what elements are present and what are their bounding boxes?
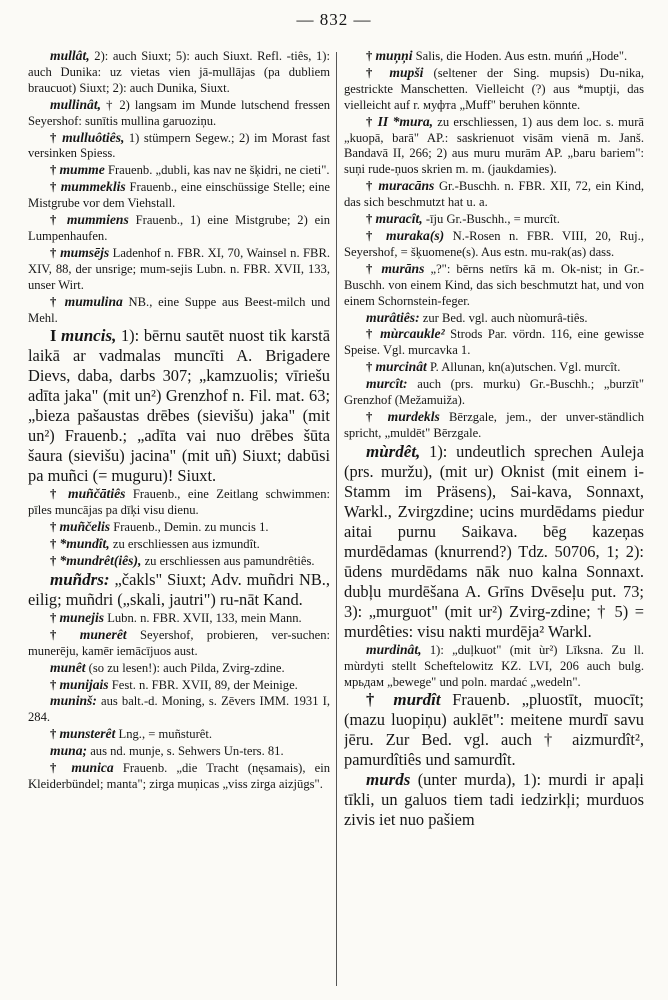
entry-headword: murcît: <box>366 376 408 392</box>
entry-marker: † <box>366 690 382 710</box>
entry-marker: † <box>366 360 373 375</box>
dictionary-entry <box>28 130 330 163</box>
entry-marker: I <box>50 326 57 346</box>
entry-marker: † <box>366 179 374 194</box>
dictionary-entry <box>344 690 644 770</box>
entry-text: Fest. n. FBR. XVII, 89, der Meinige. <box>111 677 298 692</box>
entry-text: Lng., = muñsturêt. <box>118 727 213 742</box>
dictionary-entry <box>344 326 644 359</box>
dictionary-entry <box>28 486 330 519</box>
entry-headword: murâtiês: <box>366 309 420 325</box>
entry-text: NB., eine Suppe aus Beest-milch und Mehl. <box>28 294 330 325</box>
dictionary-entry <box>28 162 330 179</box>
entry-marker: † <box>50 294 59 309</box>
dictionary-entry <box>344 178 644 211</box>
dictionary-entry <box>28 48 330 97</box>
entry-text: Bērzgale, jem., der unver-ständlich spricht, „muldēt" Bērzgale. <box>344 409 644 440</box>
dictionary-entry <box>28 743 330 760</box>
entry-text: Frauenb. „dubli, kas nav ne šķidri, ne cieti". <box>107 163 330 178</box>
entry-headword: murdît <box>393 690 441 710</box>
dictionary-entry <box>344 261 644 310</box>
entry-marker: † <box>366 409 379 424</box>
entry-marker: † <box>50 130 58 145</box>
entry-headword: mumsējs <box>60 244 110 260</box>
entry-text: 1): undeutlich sprechen Auleja (prs. muržu), (mit ur) Oknist (mit einem i-Stamm im Präsens), Sai-kava, Sonnaxt, Warkl., Zvirgzdine; ucins murdēdams piedur aitai purnu Saikava. bēg kazeņas murdēdamas (knurrend?) Tdz. 50706, 1; 2): ūdens murdēdams nāk nuo kalna Sonnaxt. dubļu murdēšana A. Grīns Dvēseļu put. 73; 3): „murguot" (mit ur²) Zvirg-zdine; † 5) = murdêties: visu nakti murdēja² Warkl. <box>344 441 644 641</box>
entry-text: Frauenb. „die Tracht (nęsamais), ein Kleiderbündel; manta"; zirga muņicas „viss zirga aizjūgs". <box>28 761 330 791</box>
entry-text: auch (prs. murku) Gr.-Buschh.; „burzīt" Grenzhof (Mežamuiža). <box>344 377 644 408</box>
entry-headword: mummiens <box>66 212 129 228</box>
entry-marker: † <box>50 727 57 742</box>
entry-marker: † <box>366 65 380 80</box>
entry-headword: *mundît, <box>59 536 110 552</box>
entry-headword: mùrdêt, <box>366 441 421 461</box>
dictionary-entry <box>28 212 330 245</box>
entry-text: (unter murda), 1): murdi ir apaļi tīkli, un galuos tiem tadi iedzirkļi; murduos zivis iet nuo pašiem <box>344 770 644 830</box>
dictionary-entry <box>344 770 644 830</box>
entry-text: Frauenb. „pluostīt, muocīt; (mazu luopiņu) auklēt": meitene murdī savu jēru. Zur Bed. vgl. auch † aizmurdît², pamurdîtiês und samurdît. <box>344 690 644 770</box>
dictionary-entry <box>344 65 644 114</box>
entry-text: 1): „duļkuot" (mit ùr²) Līksna. Zu ll. mùrdyti stellt Scheftelowitz KZ. LVI, 206 auch bulg. мрьдам „bewege" und poln. mardać „wedeln". <box>344 642 644 689</box>
entry-headword: munijais <box>59 676 109 692</box>
entry-text: Salis, die Hoden. Aus estn. muńń „Hode". <box>415 49 628 63</box>
entry-text: N.-Rosen n. FBR. VIII, 20, Ruj., Seyershof, = šķuomene(s). Aus estn. mu-rak(as) dass. <box>344 228 644 259</box>
entry-headword: II *mura, <box>377 113 434 129</box>
entry-text: zu erschliessen, 1) aus dem loc. s. murā „kuopā, barā" AP.: saskrienuot visām vienā m. Janš. Bandavā II, 266; 2) aus muru murām AP. „baru bariem": suņi rude-ņuos skrien m. m. (jaukdamies). <box>344 114 644 177</box>
entry-marker: † <box>50 610 57 625</box>
entry-headword: munejis <box>59 609 105 625</box>
entry-marker: † <box>50 180 57 195</box>
entry-text: zur Bed. vgl. auch nùomurâ-tiês. <box>422 310 588 325</box>
dictionary-entry <box>28 245 330 294</box>
dictionary-entry <box>28 326 330 486</box>
entry-headword: muñčelis <box>59 519 111 535</box>
dictionary-entry <box>28 660 330 677</box>
entry-headword: muncis, <box>61 326 117 346</box>
entry-headword: muņņi <box>375 48 413 63</box>
entry-text: Strods Par. vördn. 116, eine gewisse Speise. Vgl. murcavka 1. <box>344 327 644 358</box>
dictionary-entry <box>344 211 644 228</box>
dictionary-entry <box>28 570 330 610</box>
entry-headword: munsterêt <box>59 726 116 742</box>
entry-headword: mummeklis <box>60 179 126 195</box>
entry-headword: muñdrs: <box>50 569 110 589</box>
column-divider <box>336 52 337 986</box>
entry-text: „?": bērns netīrs kā m. Ok-nist; in Gr.-Buschh. von einem Kind, das sich beschmutzt hat, und von einem Schornstein-feger. <box>344 261 644 308</box>
entry-text: 1) stümpern Segew.; 2) im Morast fast versinken Spiess. <box>28 130 330 161</box>
entry-headword: muraka(s) <box>386 227 445 243</box>
entry-text: aus balt.-d. Moning, s. Zēvers IMM. 1931 I, 284. <box>28 694 330 725</box>
entry-marker: † <box>366 49 373 63</box>
dictionary-entry <box>28 553 330 570</box>
dictionary-entry <box>28 519 330 536</box>
entry-text: Ladenhof n. FBR. XI, 70, Wainsel n. FBR. XIV, 88, der unsrige; mum-sejis Lubn. n. FBR. XVII, 133, unser Wirt. <box>28 245 330 292</box>
dictionary-entry <box>344 376 644 409</box>
entry-headword: muracît, <box>375 211 423 227</box>
entry-marker: † <box>366 114 374 129</box>
entry-headword: muracāns <box>378 178 435 194</box>
entry-headword: mumme <box>59 162 105 178</box>
entry-text: 2): auch Siuxt; 5): auch Siuxt. Refl. -tiês, 1): auch Dunika: uz vietas vien jā-mullājas (pa dubliem braucuot) Siuxt; 2): auch Dunika, Siuxt. <box>28 49 330 95</box>
entry-marker: † <box>50 554 57 569</box>
entry-marker: † <box>50 163 57 178</box>
entry-text: Frauenb., eine einschüssige Stelle; eine Mistgrube vor dem Viehstall. <box>28 180 330 211</box>
entry-headword: murds <box>366 770 411 790</box>
entry-text: aus nd. munje, s. Sehwers Un-ters. 81. <box>90 744 284 759</box>
entry-headword: mullât, <box>50 48 90 63</box>
entry-text: † 2) langsam im Munde lutschend fressen Seyershof: sunītis mullina garuoziņu. <box>28 97 330 128</box>
entry-headword: mullinât, <box>50 96 101 112</box>
dictionary-entry <box>28 726 330 743</box>
entry-headword: muna; <box>50 743 88 759</box>
entry-marker: † <box>50 245 57 260</box>
entry-headword: mumulina <box>64 293 123 309</box>
entry-headword: munêt <box>50 659 86 675</box>
page-number: — 832 — <box>296 10 372 29</box>
dictionary-entry <box>344 48 644 65</box>
entry-headword: muninš: <box>50 693 97 709</box>
dictionary-entry <box>28 179 330 212</box>
entry-marker: † <box>50 627 67 642</box>
entry-text: Seyershof, probieren, ver-suchen: munerēju, kamēr iemācījuos aust. <box>28 627 330 658</box>
entry-text: Lubn. n. FBR. XVII, 133, mein Mann. <box>107 610 302 625</box>
dictionary-entry <box>344 310 644 327</box>
entry-headword: munica <box>71 760 114 776</box>
dictionary-entry <box>344 642 644 691</box>
entry-text: zu erschliessen aus izmundît. <box>112 537 260 552</box>
entry-headword: mupši <box>389 64 424 80</box>
dictionary-entry <box>344 359 644 376</box>
entry-text: Frauenb., 1) eine Mistgrube; 2) ein Lumpenhaufen. <box>28 213 330 243</box>
entry-headword: murdekls <box>387 408 440 424</box>
entry-marker: † <box>366 327 375 342</box>
entry-text: Gr.-Buschh. n. FBR. XII, 72, ein Kind, das sich beschmutzt hat u. a. <box>344 179 644 210</box>
entry-marker: † <box>366 212 373 227</box>
dictionary-entry <box>28 97 330 130</box>
dictionary-entry <box>28 760 330 793</box>
entry-text: Frauenb., eine Zeitlang schwimmen: pīles muncājas pa dīķi visu dienu. <box>28 487 330 518</box>
entry-headword: murāns <box>381 260 425 276</box>
right-column <box>344 48 644 992</box>
entry-marker: † <box>50 761 63 776</box>
entry-text: (seltener der Sing. mupsis) Du-nika, gestrickte Manschetten. Vielleicht (?) aus *muptji, das vielleicht auf r. муфта „Muff" beruhen könnte. <box>344 65 644 112</box>
dictionary-entry <box>28 610 330 627</box>
entry-marker: † <box>366 228 378 243</box>
entry-headword: munerêt <box>79 626 127 642</box>
entry-marker: † <box>50 520 57 535</box>
dictionary-entry <box>344 409 644 442</box>
dictionary-entry <box>344 228 644 261</box>
entry-text: -īju Gr.-Buschh., = murcît. <box>425 212 560 227</box>
entry-headword: mulluôtiês, <box>62 129 125 145</box>
entry-marker: † <box>50 537 57 552</box>
entry-headword: murcinât <box>375 359 427 375</box>
entry-text: zu erschliessen aus pamundrêtiês. <box>144 554 315 569</box>
dictionary-entry <box>28 693 330 726</box>
entry-text: (so zu lesen!): auch Pilda, Zvirg-zdine. <box>88 660 285 675</box>
entry-text: Frauenb., Demin. zu muncis 1. <box>113 520 269 535</box>
dictionary-entry <box>28 536 330 553</box>
dictionary-entry <box>28 677 330 694</box>
entry-marker: † <box>366 261 376 276</box>
left-column <box>28 48 330 992</box>
entry-text: „čakls" Siuxt; Adv. muñdri NB., eilig; muñdri („skali, jautri") ru-nāt Kand. <box>28 569 330 609</box>
dictionary-entry <box>28 627 330 660</box>
entry-marker: † <box>50 213 60 228</box>
entry-text: 1): bērnu sautēt nuost tik karstā laikā ar vadmalas muncīti A. Brigadere Dievs, daba, darbs 307; „kamzuolis; vīriešu adīta jaka" (mit un²) Grenzhof n. Fil. mat. 63; „bieza pašaustas drēbes (sievišu) jaka" (mit un²) Frauenb.; „adīta vai nuo drēbes šūta šaura (sievišu) jacina" (mit uñ) Siuxt; dabūsi pa muñci (= muguru)! Siuxt. <box>28 326 330 486</box>
entry-headword: murdinât, <box>366 641 422 657</box>
entry-text: P. Allunan, kn(a)utschen. Vgl. murcît. <box>429 360 621 375</box>
dictionary-entry <box>344 442 644 642</box>
entry-marker: † <box>50 677 57 692</box>
entry-headword: muñčātiês <box>68 486 126 502</box>
entry-marker: † <box>50 487 61 502</box>
dictionary-entry <box>344 114 644 179</box>
entry-headword: *mundrêt(iês), <box>59 553 142 569</box>
entry-headword: mùrcaukle² <box>380 326 445 342</box>
dictionary-entry <box>28 294 330 327</box>
